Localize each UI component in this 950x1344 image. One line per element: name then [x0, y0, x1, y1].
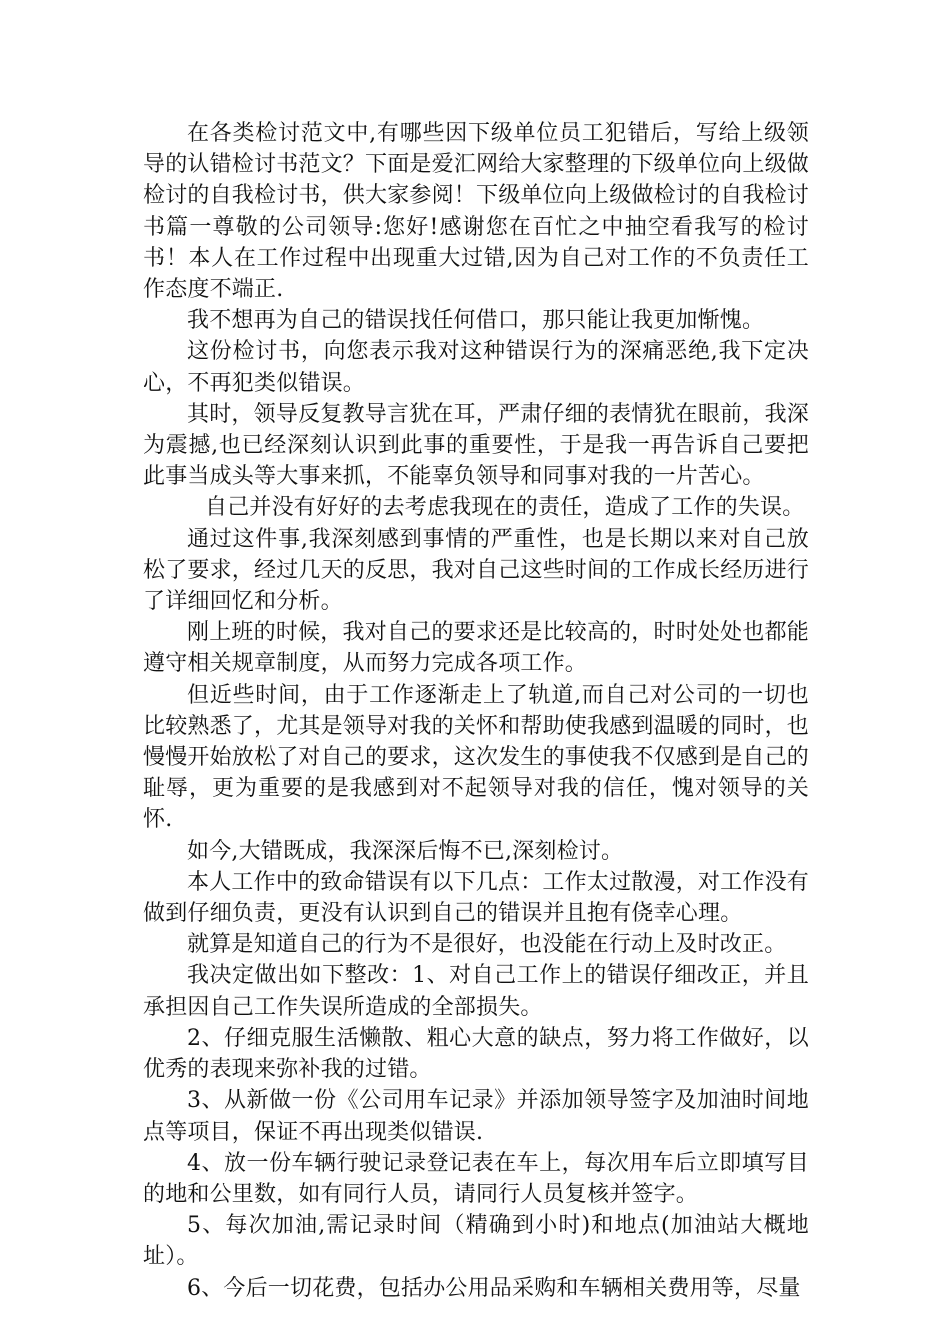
paragraph-rectification-5: 5、每次加油,需记录时间（精确到小时)和地点(加油站大概地址）。 — [143, 1213, 809, 1270]
paragraph-no-correction: 就算是知道自己的行为不是很好，也没能在行动上及时改正。 — [187, 932, 787, 958]
paragraph-intro: 在各类检讨范文中,有哪些因下级单位员工犯错后，写给上级领导的认错检讨书范文？下面是爱汇网给大家整理的下级单位向上级做检讨的自我检讨书，供大家参阅！下级单位向上级做检讨的自我检讨书篇一尊敬的公司领导:您好!感谢您在百忙之中抽空看我写的检讨书！本人在工作过程中出现重大过错,因为自己对工作的不负责任工作态度不端正. — [143, 121, 810, 303]
paragraph-leader-teaching: 其时，领导反复教导言犹在耳，严肃仔细的表情犹在眼前，我深为震撼,也已经深刻认识到此事的重要性，于是我一再告诉自己要把此事当成头等大事来抓，不能辜负领导和同事对我的一片苦心。 — [143, 401, 809, 490]
paragraph-rectification-1: 我决定做出如下整改：1、对自己工作上的错误仔细改正，并且承担因自己工作失误所造成的全部损失。 — [143, 963, 809, 1020]
paragraph-reflection: 通过这件事,我深刻感到事情的严重性，也是长期以来对自己放松了要求，经过几天的反思，我对自己这些时间的工作成长经历进行了详细回忆和分析。 — [143, 526, 810, 615]
paragraph-no-excuse: 我不想再为自己的错误找任何借口，那只能让我更加惭愧。 — [187, 308, 765, 334]
paragraph-rectification-4: 4、放一份车辆行驶记录登记表在车上，每次用车后立即填写目的地和公里数，如有同行人员，请同行人员复核并签字。 — [143, 1150, 809, 1207]
paragraph-early-work: 刚上班的时候，我对自己的要求还是比较高的，时时处处也都能遵守相关规章制度，从而努力完成各项工作。 — [143, 620, 809, 677]
paragraph-recent-work: 但近些时间，由于工作逐渐走上了轨道,而自己对公司的一切也比较熟悉了，尤其是领导对我的关怀和帮助使我感到温暖的同时，也慢慢开始放松了对自己的要求，这次发生的事使我不仅感到是自己的耻辱，更为重要的是我感到对不起领导对我的信任，愧对领导的关怀. — [143, 682, 810, 833]
paragraph-rectification-6: 6、今后一切花费，包括办公用品采购和车辆相关费用等，尽量 — [187, 1275, 801, 1301]
paragraph-resolution: 这份检讨书，向您表示我对这种错误行为的深痛恶绝,我下定决心，不再犯类似错误。 — [143, 339, 809, 396]
paragraph-mistakes: 本人工作中的致命错误有以下几点：工作太过散漫，对工作没有做到仔细负责，更没有认识到自己的错误并且抱有侥幸心理。 — [143, 869, 809, 927]
paragraph-rectification-2: 2、仔细克服生活懒散、粗心大意的缺点，努力将工作做好，以优秀的表现来弥补我的过错。 — [143, 1025, 809, 1083]
paragraph-rectification-3: 3、从新做一份《公司用车记录》并添加领导签字及加油时间地点等项目，保证不再出现类似错误. — [143, 1088, 809, 1145]
document-body — [143, 118, 809, 1304]
paragraph-responsibility: 自己并没有好好的去考虑我现在的责任，造成了工作的失误。 — [205, 495, 805, 521]
paragraph-regret: 如今,大错既成，我深深后悔不已,深刻检讨。 — [187, 838, 624, 864]
